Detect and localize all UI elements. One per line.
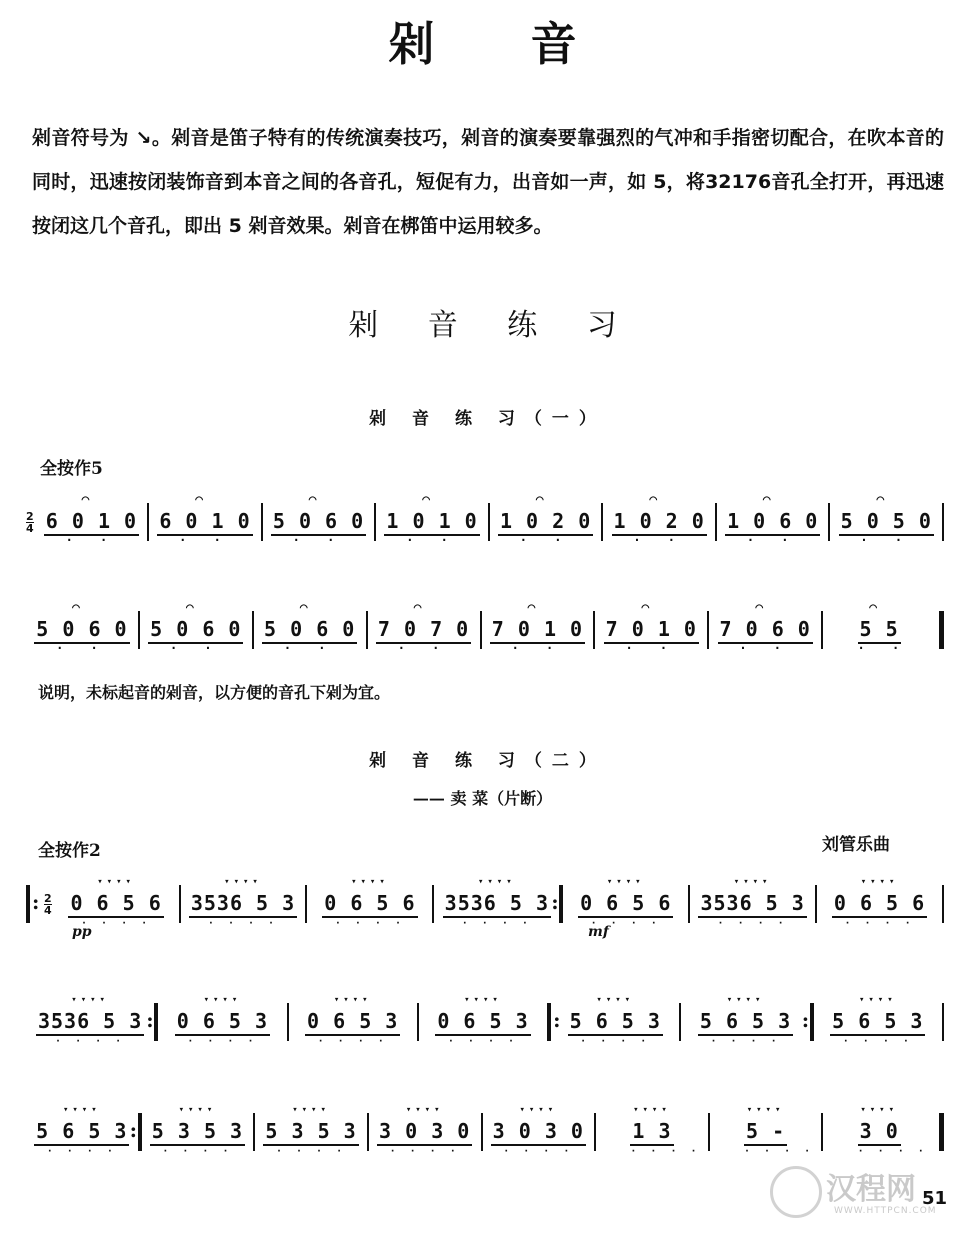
exercise2-title: 剁 音 练 习（二） <box>369 751 606 771</box>
measure: ⌒ 5 0 5 0 · · <box>830 509 942 536</box>
exercise2-fingering: 全按作2 <box>38 841 101 861</box>
intro-example-b: 5 <box>228 215 242 237</box>
dynamic-mf: mf <box>588 924 609 940</box>
final-barline <box>939 1113 944 1151</box>
measure: ⌒ 1 0 6 0 · · <box>717 509 829 536</box>
measure: ⌒ 5 0 6 0 · · <box>140 617 252 644</box>
measure: ▾▾▾▾ 0 6 5 3 · · · · <box>419 1009 547 1036</box>
measure: ⌒ 7 0 1 0 · · <box>482 617 594 644</box>
measure: ▾▾▾▾ 3 0 3 0 · · · · <box>369 1119 481 1146</box>
intro-paragraph <box>32 116 944 248</box>
measure: ▾▾▾▾ 5 6 5 3 · · · · <box>551 1009 679 1036</box>
exercise1-fingering: 全按作5 <box>40 459 103 479</box>
measure: ▾▾▾▾ 5 3 5 3 · · · · <box>255 1119 367 1146</box>
measure: ⌒ 1 0 2 0 · · <box>603 509 715 536</box>
intro-text-2: 。剁音是笛子特有的传统演奏技巧，剁音的演奏要靠强烈的气冲和手指密切配合，在吹本音的同时，迅速按闭装饰音到本音之间的各音孔，短促有力，出音如一声，如 <box>32 127 944 193</box>
intro-example-a: 5 <box>653 171 667 193</box>
measure: ▾▾▾▾ 3536 5 3 · · · · <box>181 891 306 918</box>
measure: ⌒ 6 0 1 0 · · <box>149 509 261 536</box>
section-title: 剁 音 练 习 <box>348 308 637 343</box>
page-number: 51 <box>922 1188 948 1209</box>
measure: ▾▾▾▾ 0 6 5 3 · · · · <box>289 1009 417 1036</box>
exercise2-staff-line3 <box>26 1100 944 1164</box>
exercise2-staff-line2 <box>26 990 944 1054</box>
watermark-logo-icon <box>770 1166 822 1218</box>
measure: ▾▾▾▾ 5 6 5 3 · · · · <box>814 1009 942 1036</box>
barline <box>942 1003 944 1041</box>
time-signature: 2 4 <box>44 891 52 917</box>
measure: ⌒ 6 0 1 0 · · <box>36 509 148 536</box>
barline <box>942 503 944 541</box>
exercise1-staff-line2 <box>26 598 944 662</box>
measure: ▾▾▾▾ 0 6 5 6 · · · · <box>817 891 942 918</box>
measure: ▾▾▾▾ 3536 5 3 · · · · <box>434 891 559 918</box>
measure: ▾▾▾▾ 0 6 5 6 · · · · <box>563 891 688 918</box>
final-barline <box>939 611 944 649</box>
measure: ▾▾▾▾ 0 6 5 6 · · · · <box>307 891 432 918</box>
measure: ⌒ 5 0 6 0 · · <box>263 509 375 536</box>
page-title: 剁 音 <box>388 17 617 71</box>
measure: ▾▾▾▾ 5 3 5 3 · · · · <box>142 1119 254 1146</box>
measure: ⌒ 5 0 6 0 · · <box>254 617 366 644</box>
exercise2-staff-line1 <box>26 872 944 936</box>
exercise1-title: 剁 音 练 习（一） <box>369 409 606 429</box>
measure: ▾▾▾▾ 3536 5 3 · · · · <box>690 891 815 918</box>
repeat-start-barline <box>26 885 30 923</box>
intro-text-5: 剁音效果。剁音在梆笛中运用较多。 <box>248 215 553 237</box>
measure: ▾▾▾▾ 5 - · · · · <box>710 1119 822 1146</box>
exercise2-subtitle: —— 卖 菜（片断） <box>412 789 553 808</box>
time-signature: 2 4 <box>26 509 34 535</box>
watermark-url: WWW.HTTPCN.COM <box>834 1206 937 1216</box>
measure: ⌒ 5 0 6 0 · · <box>26 617 138 644</box>
intro-text-3: ，将 <box>666 171 706 193</box>
measure: ⌒ 5 5 · · <box>823 617 935 644</box>
measure: ⌒ 7 0 1 0 · · <box>595 617 707 644</box>
measure: ▾▾▾▾ 3536 5 3 · · · · <box>26 1009 154 1036</box>
barline <box>942 885 944 923</box>
dynamic-pp: pp <box>72 924 92 940</box>
exercise1-note: 说明，未标起音的剁音，以方便的音孔下剁为宜。 <box>38 683 391 702</box>
measure: ▾▾▾▾ 0 6 5 6 · · · · <box>54 891 179 918</box>
measure: ⌒ 1 0 1 0 · · <box>376 509 488 536</box>
exercise1-staff-line1 <box>26 490 944 554</box>
intro-text-1: 剁音符号为 <box>32 127 129 149</box>
watermark <box>770 1160 940 1230</box>
measure: ▾▾▾▾ 5 6 5 3 · · · · <box>26 1119 138 1146</box>
measure: ▾▾▾▾ 5 6 5 3 · · · · <box>681 1009 809 1036</box>
intro-text-4: 音孔全打开，再迅速按闭这几个音孔，即出 <box>32 171 944 237</box>
chop-symbol-icon: ↘ <box>135 127 152 149</box>
measure: ▾▾▾▾ 0 6 5 3 · · · · <box>158 1009 286 1036</box>
composer: 刘管乐曲 <box>822 835 890 855</box>
measure: ▾▾▾▾ 3 0 · · · · <box>823 1119 935 1146</box>
watermark-brand: 汉程网 <box>826 1172 916 1207</box>
measure: ▾▾▾▾ 3 0 3 0 · · · · <box>483 1119 595 1146</box>
measure: ▾▾▾▾ 1 3 · · · · <box>596 1119 708 1146</box>
intro-hole-numbers: 32176 <box>705 171 772 193</box>
measure: ⌒ 1 0 2 0 · · <box>490 509 602 536</box>
measure: ⌒ 7 0 6 0 · · <box>709 617 821 644</box>
measure: ⌒ 7 0 7 0 · · <box>368 617 480 644</box>
